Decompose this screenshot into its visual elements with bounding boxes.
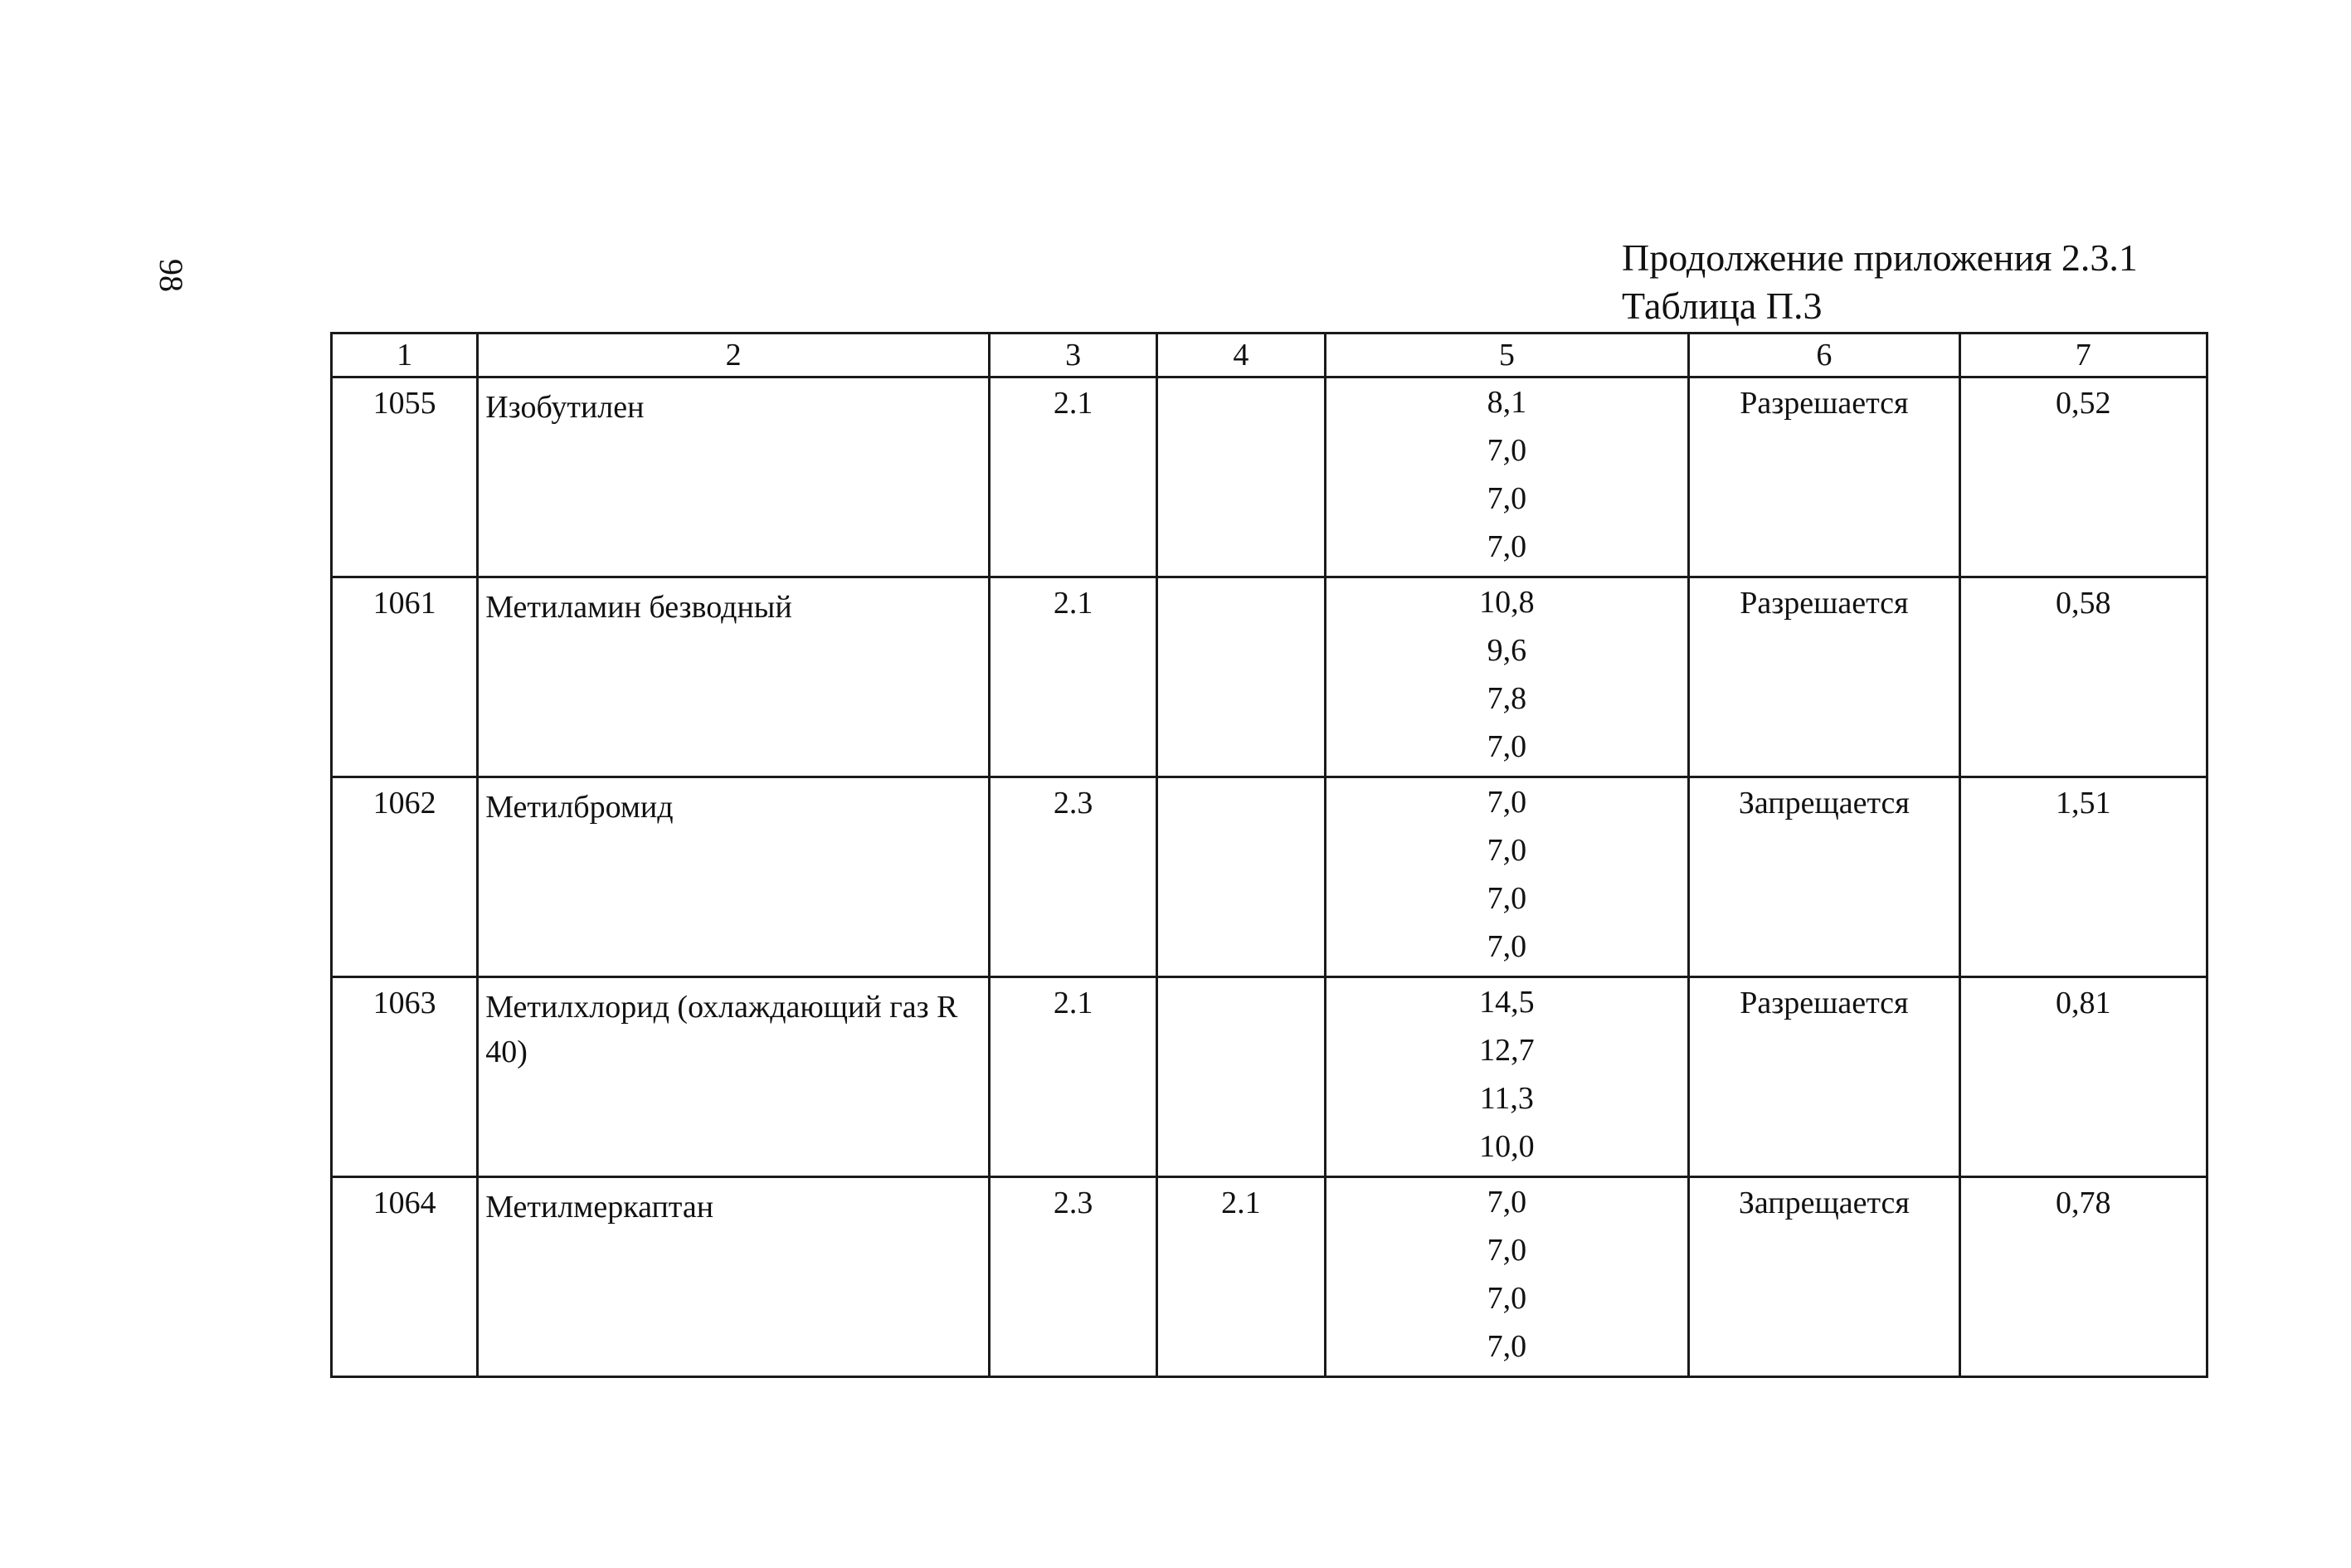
value-item: 7,0 [1487,433,1527,468]
subsidiary-class-cell [1157,577,1325,777]
values-cell [1325,977,1689,1177]
value-item: 7,8 [1487,681,1527,716]
value-item: 7,0 [1487,529,1527,564]
class-cell: 2.1 [990,977,1157,1177]
column-header-1: 1 [332,334,478,377]
value-item: 7,0 [1487,729,1527,764]
column-header-3: 3 [990,334,1157,377]
value-item: 10,8 [1479,585,1535,620]
ratio-cell: 0,52 [1959,377,2207,577]
table-row [332,1177,2207,1377]
permission-cell: Разрешается [1689,377,1959,577]
substance-name-cell: Метилхлорид (охлаждающий газ R 40) [478,977,990,1177]
value-item: 9,6 [1487,633,1527,668]
ratio-cell: 1,51 [1959,777,2207,977]
value-item: 11,3 [1479,1081,1534,1116]
column-header-2: 2 [478,334,990,377]
un-number-cell: 1055 [332,377,478,577]
table-header-row [332,334,2207,377]
value-item: 7,0 [1487,1233,1527,1268]
table-row [332,577,2207,777]
subsidiary-class-cell [1157,377,1325,577]
substance-name-cell: Метилмеркаптан [478,1177,990,1377]
permission-cell: Запрещается [1689,777,1959,977]
page-number: 98 [153,259,190,292]
values-cell [1325,377,1689,577]
subsidiary-class-cell: 2.1 [1157,1177,1325,1377]
class-cell: 2.3 [990,777,1157,977]
table-row [332,777,2207,977]
un-number-cell: 1064 [332,1177,478,1377]
caption-continuation: Продолжение приложения 2.3.1 [1622,236,2138,279]
value-item: 10,0 [1479,1129,1535,1164]
class-cell: 2.3 [990,1177,1157,1377]
permission-cell: Запрещается [1689,1177,1959,1377]
un-number-cell: 1063 [332,977,478,1177]
class-cell: 2.1 [990,377,1157,577]
un-number-cell: 1061 [332,577,478,777]
value-item: 7,0 [1487,785,1527,820]
ratio-cell: 0,78 [1959,1177,2207,1377]
permission-cell: Разрешается [1689,977,1959,1177]
subsidiary-class-cell [1157,777,1325,977]
substance-name-cell: Изобутилен [478,377,990,577]
column-header-5: 5 [1325,334,1689,377]
permission-cell: Разрешается [1689,577,1959,777]
value-item: 7,0 [1487,1281,1527,1316]
caption-table-title: Таблица П.3 [1622,285,1823,327]
data-table [330,332,2208,1378]
value-item: 7,0 [1487,1329,1527,1364]
table-row [332,377,2207,577]
ratio-cell: 0,58 [1959,577,2207,777]
value-item: 14,5 [1479,985,1535,1020]
value-item: 7,0 [1487,929,1527,964]
column-header-6: 6 [1689,334,1959,377]
value-item: 7,0 [1487,881,1527,916]
values-cell [1325,1177,1689,1377]
substance-name-cell: Метиламин безводный [478,577,990,777]
ratio-cell: 0,81 [1959,977,2207,1177]
table-row [332,977,2207,1177]
column-header-4: 4 [1157,334,1325,377]
un-number-cell: 1062 [332,777,478,977]
class-cell: 2.1 [990,577,1157,777]
value-item: 7,0 [1487,833,1527,868]
values-cell [1325,777,1689,977]
values-cell [1325,577,1689,777]
value-item: 8,1 [1487,385,1527,420]
value-item: 7,0 [1487,1185,1527,1220]
column-header-7: 7 [1959,334,2207,377]
value-item: 7,0 [1487,481,1527,516]
subsidiary-class-cell [1157,977,1325,1177]
table-caption [1622,234,2138,330]
substance-name-cell: Метилбромид [478,777,990,977]
value-item: 12,7 [1479,1033,1535,1068]
